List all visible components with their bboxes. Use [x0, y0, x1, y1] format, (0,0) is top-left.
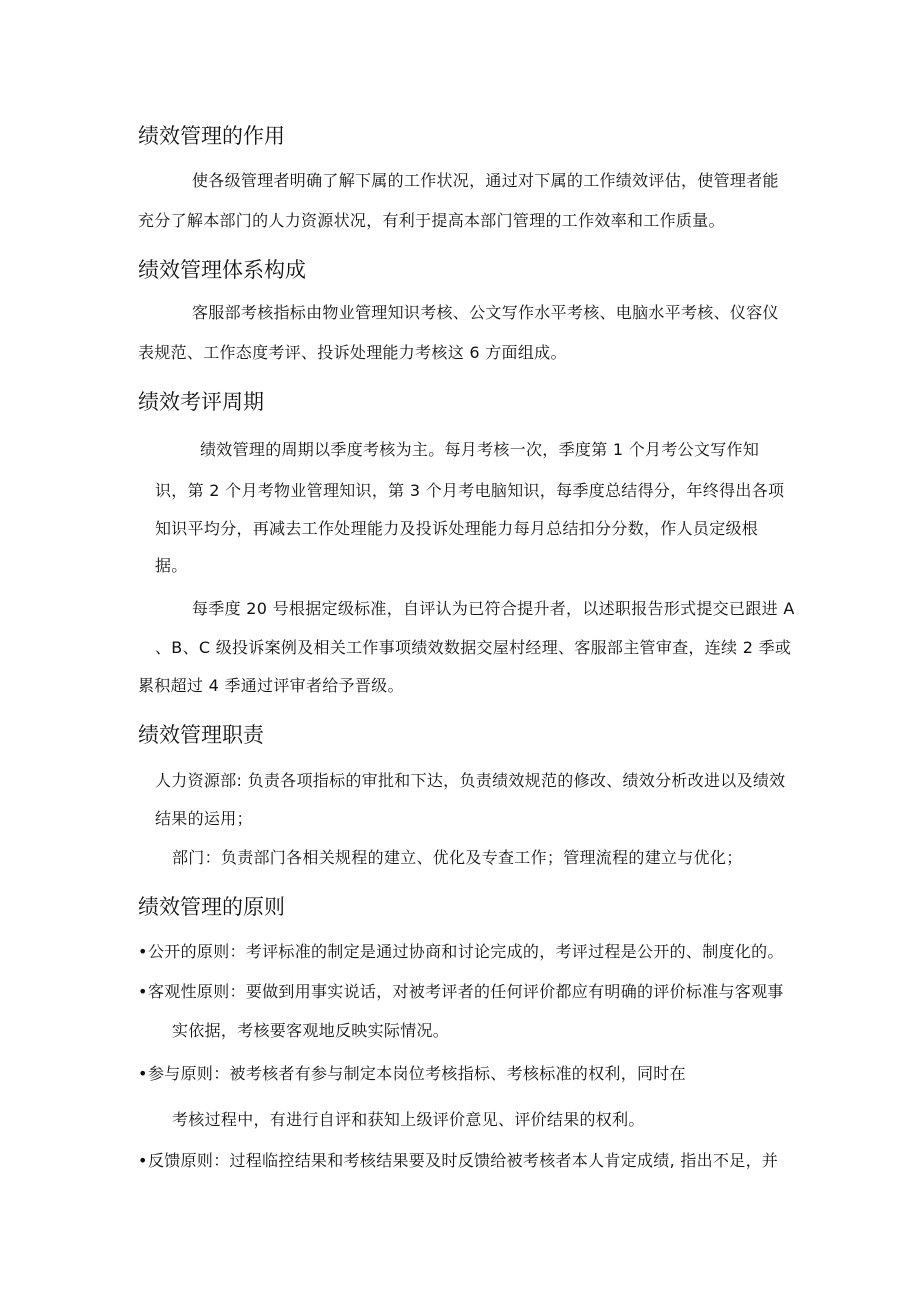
- section-heading-role: 绩效管理的作用: [138, 124, 285, 148]
- paragraph-line: 识，第 2 个月考物业管理知识，第 3 个月考电脑知识，每季度总结得分，年终得出各项: [155, 481, 785, 500]
- paragraph-line: 每季度 20 号根据定级标准，自评认为已符合提升者，以述职报告形式提交已跟进 A: [192, 599, 795, 618]
- paragraph-line: 结果的运用；: [155, 809, 253, 828]
- paragraph-line: 充分了解本部门的人力资源状况，有利于提高本部门管理的工作效率和工作质量。: [138, 211, 725, 230]
- paragraph-line: 表规范、工作态度考评、投诉处理能力考核这 6 方面组成。: [138, 343, 567, 362]
- bullet-icon: •: [138, 1064, 148, 1083]
- section-heading-structure: 绩效管理体系构成: [138, 258, 306, 282]
- paragraph-line: 使各级管理者明确了解下属的工作状况，通过对下属的工作绩效评估，使管理者能: [192, 171, 779, 190]
- bullet-icon: •: [138, 942, 148, 961]
- section-heading-principles: 绩效管理的原则: [138, 895, 285, 919]
- paragraph-line: 人力资源部: 负责各项指标的审批和下达，负责绩效规范的修改、绩效分析改进以及绩效: [155, 771, 786, 790]
- paragraph-line: 绩效管理的周期以季度考核为主。每月考核一次，季度第 1 个月考公文写作知: [200, 440, 760, 459]
- paragraph-line: 客服部考核指标由物业管理知识考核、公文写作水平考核、电脑水平考核、仪容仪: [192, 303, 779, 322]
- paragraph-line: 知识平均分，再减去工作处理能力及投诉处理能力每月总结扣分分数，作人员定级根: [155, 519, 759, 538]
- paragraph-line: 实依据，考核要客观地反映实际情况。: [172, 1021, 450, 1040]
- bullet-icon: •: [138, 1151, 148, 1170]
- principle-text: 客观性原则：要做到用事实说话，对被考评者的任何评价都应有明确的评价标准与客观事: [148, 982, 784, 1001]
- principle-item: [138, 1064, 686, 1084]
- principle-text: 反馈原则：过程临控结果和考核结果要及时反馈给被考核者本人肯定成绩, 指出不足，并: [148, 1151, 779, 1170]
- bullet-icon: •: [138, 982, 148, 1001]
- paragraph-line: 据。: [155, 556, 188, 575]
- paragraph-line: 部门：负责部门各相关规程的建立、优化及专查工作；管理流程的建立与优化；: [172, 848, 743, 867]
- principle-item: [138, 982, 784, 1002]
- section-heading-cycle: 绩效考评周期: [138, 390, 264, 414]
- section-heading-duties: 绩效管理职责: [138, 723, 264, 747]
- paragraph-line: 考核过程中，有进行自评和获知上级评价意见、评价结果的权利。: [172, 1110, 645, 1129]
- paragraph-line: 累积超过 4 季通过评审者给予晋级。: [138, 676, 404, 695]
- principle-item: [138, 942, 784, 962]
- principle-text: 参与原则：被考核者有参与制定本岗位考核指标、考核标准的权利，同时在: [148, 1064, 686, 1083]
- paragraph-line: 、B、C 级投诉案例及相关工作事项绩效数据交屋村经理、客服部主管审查，连续 2 季或: [155, 638, 792, 657]
- principle-text: 公开的原则：考评标准的制定是通过协商和讨论完成的，考评过程是公开的、制度化的。: [148, 942, 784, 961]
- principle-item: [138, 1151, 778, 1171]
